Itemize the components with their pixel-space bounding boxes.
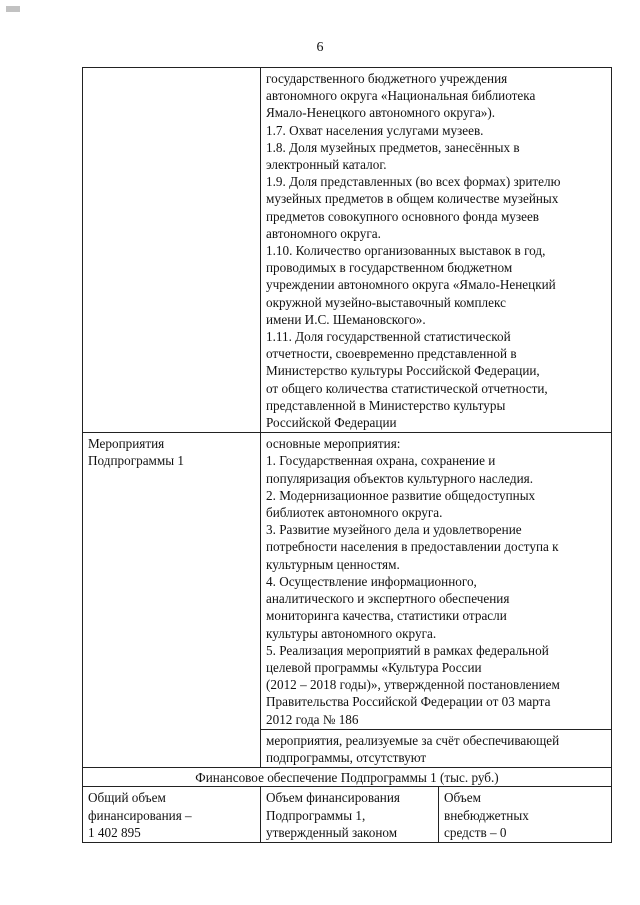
indicator-line: Ямало-Ненецкого автономного округа»).	[266, 105, 496, 121]
indicator-line: отчетности, своевременно представленной в	[266, 346, 517, 362]
page-number: 6	[316, 40, 324, 55]
activity-line: основные мероприятия:	[266, 436, 401, 452]
indicator-line: Министерство культуры Российской Федерации,	[266, 363, 540, 379]
indicator-line: Российской Федерации	[266, 415, 397, 431]
finance-law-cell	[261, 787, 439, 843]
passport-table	[82, 67, 612, 843]
finance-extra-line: внебюджетных	[444, 807, 529, 823]
activity-line: 2012 года № 186	[266, 711, 359, 727]
indicator-line: 1.11. Доля государственной статистической	[266, 329, 511, 345]
finance-total-line: 1 402 895	[88, 824, 141, 840]
indicator-line: представленной в Министерство культуры	[266, 397, 506, 413]
activity-line: культуры автономного округа.	[266, 625, 437, 641]
finance-header-row	[83, 768, 612, 787]
activity-line: популяризация объектов культурного наследия.	[266, 470, 534, 486]
indicator-line: автономного округа «Национальная библиотека	[266, 88, 536, 104]
activities-label: Мероприятия	[88, 436, 165, 452]
indicator-line: автономного округа.	[266, 225, 381, 241]
indicator-line: окружной музейно-выставочный комплекс	[266, 294, 506, 310]
indicator-line: 1.9. Доля представленных (во всех формах) зрителю	[266, 174, 561, 190]
indicator-line: государственного бюджетного учреждения	[266, 71, 508, 86]
activity-line: целевой программы «Культура России	[266, 659, 482, 675]
finance-total-cell	[83, 787, 261, 843]
finance-row	[83, 787, 612, 843]
indicators-cell	[261, 68, 612, 433]
finance-extra-line: средств – 0	[444, 824, 507, 840]
activities-support-cell	[261, 729, 612, 767]
indicator-line: музейных предметов в общем количестве музейных	[266, 191, 559, 207]
indicators-row	[83, 68, 612, 433]
finance-law-line: Подпрограммы 1,	[266, 807, 366, 823]
activity-line: 2. Модернизационное развитие общедоступных	[266, 487, 536, 503]
finance-total-line: Общий объем	[88, 790, 166, 806]
finance-extra-cell	[439, 787, 612, 843]
scan-artifact	[6, 6, 20, 12]
indicator-line: имени И.С. Шемановского».	[266, 311, 426, 327]
activity-line: библиотек автономного округа.	[266, 505, 443, 521]
finance-header: Финансовое обеспечение Подпрограммы 1 (тыс. руб.)	[83, 768, 612, 787]
support-line: мероприятия, реализуемые за счёт обеспечивающей	[266, 732, 560, 748]
indicator-line: 1.7. Охват населения услугами музеев.	[266, 122, 484, 138]
activity-line: мониторинга качества, статистики отрасли	[266, 608, 507, 624]
activity-line: 4. Осуществление информационного,	[266, 573, 477, 589]
indicator-line: учреждении автономного округа «Ямало-Ненецкий	[266, 277, 556, 293]
activity-line: аналитического и экспертного обеспечения	[266, 591, 510, 607]
activity-line: Правительства Российской Федерации от 03 марта	[266, 694, 551, 710]
indicator-line: проводимых в государственном бюджетном	[266, 260, 513, 276]
indicators-label-cell	[83, 68, 261, 433]
activity-line: культурным ценностям.	[266, 556, 400, 572]
activity-line: (2012 – 2018 годы)», утвержденной постановлением	[266, 677, 560, 693]
finance-extra-line: Объем	[444, 790, 481, 806]
activity-line: потребности населения в предоставлении доступа к	[266, 539, 559, 555]
support-line: подпрограммы, отсутствуют	[266, 749, 427, 765]
activity-line: 1. Государственная охрана, сохранение и	[266, 453, 496, 469]
finance-law-line: утвержденный законом	[266, 824, 398, 840]
activity-line: 3. Развитие музейного дела и удовлетворение	[266, 522, 522, 538]
finance-law-line: Объем финансирования	[266, 790, 400, 806]
indicator-line: электронный каталог.	[266, 157, 387, 173]
indicator-line: предметов совокупного основного фонда музеев	[266, 208, 540, 224]
indicator-line: 1.10. Количество организованных выставок в год,	[266, 243, 546, 259]
indicator-line: 1.8. Доля музейных предметов, занесённых в	[266, 139, 520, 155]
activity-line: 5. Реализация мероприятий в рамках федеральной	[266, 642, 549, 658]
finance-total-line: финансирования –	[88, 807, 192, 823]
indicator-line: от общего количества статистической отчетности,	[266, 380, 548, 396]
activities-label-cell	[83, 433, 261, 768]
activities-main-cell	[261, 433, 612, 729]
activities-row	[83, 433, 612, 729]
activities-label: Подпрограммы 1	[88, 453, 184, 469]
